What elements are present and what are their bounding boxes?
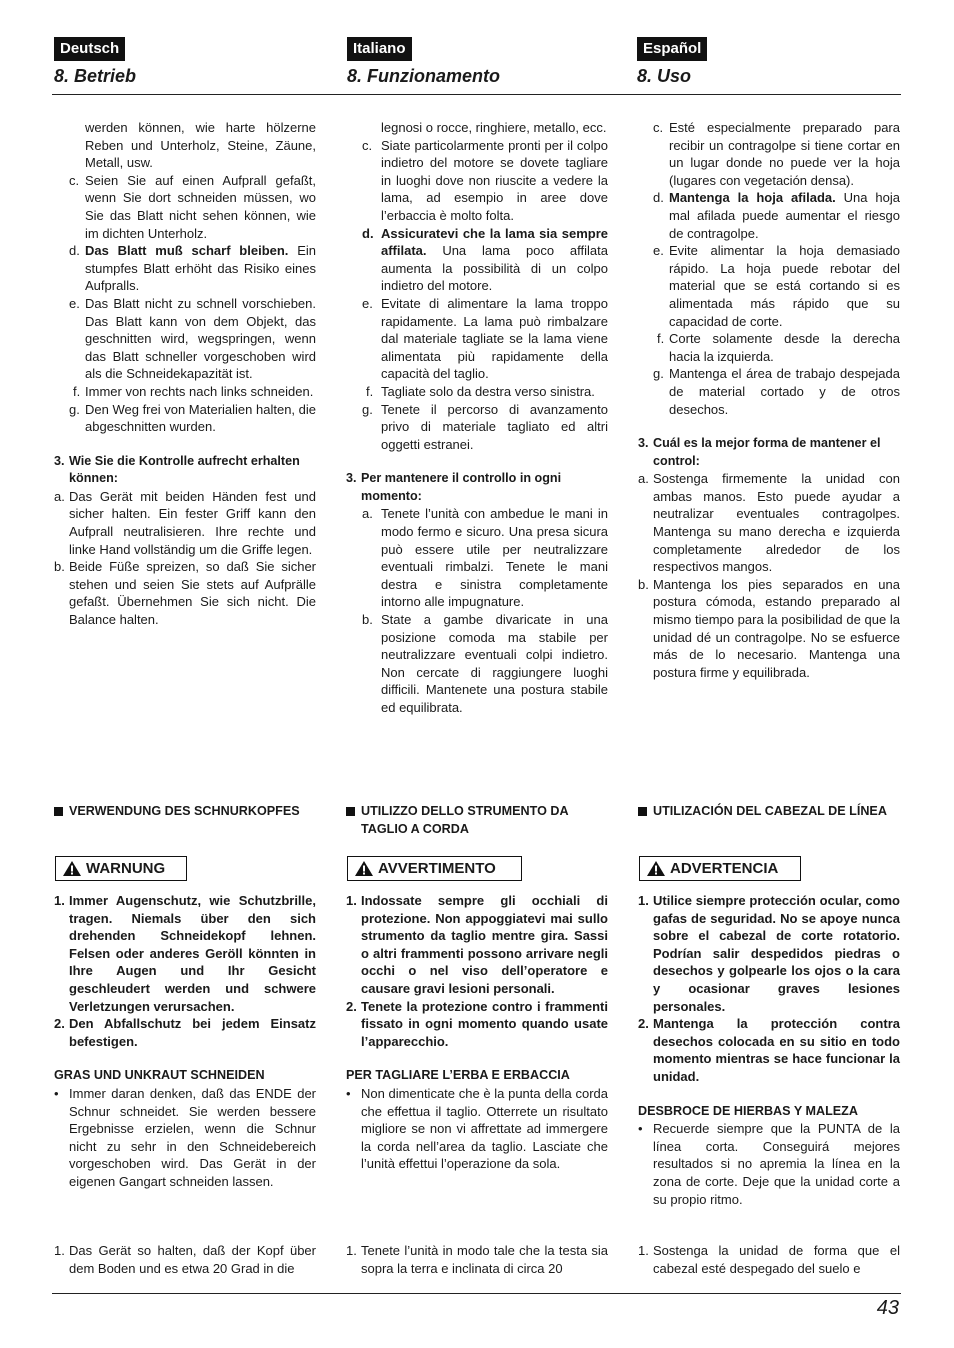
list-item: e. Evitate di alimentare la lama troppo rapidamente. La lama può rimbalzare dal materiale tagliate se la lama viene alimentata più rapidamente della capacità del taglio. xyxy=(362,295,608,382)
paragraph: legnosi o rocce, ringhiere, metallo, ecc. xyxy=(381,120,607,135)
column-de-bottom xyxy=(54,892,316,1191)
subheading: 3. Wie Sie die Kontrolle aufrecht erhalten können: xyxy=(54,453,300,486)
warning-triangle-icon xyxy=(646,860,666,877)
section-title-es: 8. Uso xyxy=(637,66,692,86)
warning-item: 2. Tenete la protezione contro i frammenti fissato in ogni momento quando usate l’apparecchio. xyxy=(346,998,608,1049)
square-bullet-icon xyxy=(346,807,355,816)
warning-box-it xyxy=(347,856,522,881)
column-es-top xyxy=(638,119,900,681)
bullet-item: • Immer daran denken, daß das ENDE der Schnur schneidet. Sie werden bessere Ergebnisse erzielen, wenn die Schnur nicht zu sehr in den Schneidebereich vorgeschoben wird. Das Gerät in der eigenen Gangart schneiden lassen. xyxy=(54,1085,316,1189)
list-item: b. Mantenga los pies separados en una postura cómoda, estando preparado al mismo tiempo para la posibilidad de que la unidad dé un contragolpe. No se esfuerce más de lo necesario. Mantenga una postura firme y equilibrada. xyxy=(638,576,900,680)
list-item: f. Corte solamente desde la derecha hacia la izquierda. xyxy=(657,331,900,364)
header-it xyxy=(347,37,609,87)
warning-triangle-icon xyxy=(354,860,374,877)
usage-heading-it: UTILIZZO DELLO STRUMENTO DA TAGLIO A CORDA xyxy=(346,803,608,838)
subheading: 3. Per mantenere il controllo in ogni momento: xyxy=(346,471,562,503)
list-item: g. Tenete il percorso di avanzamento privo di materiale tagliato ed altri oggetti estranei. xyxy=(362,401,608,452)
list-item: 1. Sostenga la unidad de forma que el cabezal esté despegado del suelo e xyxy=(638,1243,900,1276)
column-es-footer xyxy=(638,1242,900,1277)
warning-triangle-icon xyxy=(62,860,82,877)
column-de-footer xyxy=(54,1242,316,1277)
bullet-item: • Non dimenticate che è la punta della corda che effettua il taglio. Otterrete un risultato migliore se non vi affrettate ad immergere la corda nell’area da taglio. Lasciate che l’unità effettui l’operazione da sola. xyxy=(346,1085,608,1172)
column-it-bottom xyxy=(346,892,608,1173)
subheading: PER TAGLIARE L’ERBA E ERBACCIA xyxy=(346,1068,570,1083)
section-title-de: 8. Betrieb xyxy=(54,66,137,86)
subheading: GRAS UND UNKRAUT SCHNEIDEN xyxy=(54,1068,265,1083)
footer-rule xyxy=(52,1293,901,1294)
list-item: g. Mantenga el área de trabajo despejada de material cortado y de otros desechos. xyxy=(653,366,900,417)
header-es xyxy=(637,37,899,87)
warning-item: 1. Immer Augenschutz, wie Schutzbrille, tragen. Niemals über den sich drehenden Schneidekopf lehnen. Felsen oder anderes Geröll könnten in Ihre Augen und Ihr Gesicht geschleudert werden und schwere Verletzungen verursachen. xyxy=(54,893,316,1014)
warning-item: 1. Utilice siempre protección ocular, como gafas de seguridad. No se apoye nunca sobre el cabezal de corte rotatorio. Podrían salir despedidos piedras o desechos y golpearle los ojos o la cara y ocasionar graves lesiones personales. xyxy=(638,893,900,1014)
square-bullet-icon xyxy=(54,807,63,816)
page-number: 43 xyxy=(876,1297,899,1319)
list-item: a. Sostenga firmemente la unidad con ambas manos. Esto puede ayudar a neutralizar eventuales contragolpes. Mantenga su mano derecha e izquierda completamente alrededor de los respectivos mangos. xyxy=(638,471,900,575)
list-item: d. Das Blatt muß scharf bleiben. Ein stumpfes Blatt erhöht das Risiko eines Aufpralls. xyxy=(69,243,317,294)
list-item: b. State a gambe divaricate in una posizione comoda ma stabile per neutralizzare eventuali colpi indietro. Non cercate di raggiungere luoghi difficili. Mantenete una postura stabile ed equilibrata. xyxy=(362,612,608,715)
subheading: 3. Cuál es la mejor forma de mantener el control: xyxy=(638,436,881,468)
column-it-footer xyxy=(346,1242,608,1277)
language-tab-it: Italiano xyxy=(347,37,412,61)
list-item: e. Das Blatt nicht zu schnell vorschieben. Das Blatt kann von dem Objekt, das geschnitten wird, wegspringen, wenn das Blatt schneller vorgeschoben wird als die Schneidekapazität ist. xyxy=(69,295,316,382)
list-item: a. Tenete l’unità con ambedue le mani in modo fermo e sicuro. Una presa sicura può essere utile per neutralizzare eventuali rimbalzi. Tenete le mani destra e sinistra completamente intorno alle impugnature. xyxy=(362,506,608,610)
list-item: b. Beide Füße spreizen, so daß Sie sicher stehen und seien Sie stets auf Aufprälle gefaßt. Übernehmen Sie sich nicht. Die Balance halten. xyxy=(54,559,316,628)
list-item: c. Esté especialmente preparado para recibir un contragolpe si tiene cortar en un lugar donde no puede ver la hoja (lugares con vegetación densa). xyxy=(653,120,900,188)
warning-label: WARNUNG xyxy=(86,860,166,877)
paragraph: werden können, wie harte hölzerne Reben und Unterholz, Steine, Zäune, Metall, usw. xyxy=(85,120,316,171)
list-item: a. Das Gerät mit beiden Händen fest und sicher halten. Ein fester Griff kann den Aufprall neutralisieren. Ihre rechte und linke Hand vollständig um die Griffe legen. xyxy=(54,488,316,557)
section-title-it: 8. Funzionamento xyxy=(347,66,500,86)
warning-label: AVVERTIMENTO xyxy=(378,860,496,877)
subheading: DESBROCE DE HIERBAS Y MALEZA xyxy=(638,1103,858,1118)
column-it-top xyxy=(346,119,608,717)
header-de xyxy=(54,37,316,87)
column-de-top xyxy=(54,119,316,629)
list-item: f. Immer von rechts nach links schneiden. xyxy=(73,383,314,399)
list-item: d. Assicuratevi che la lama sia sempre affilata. Una lama poco affilata aumenta la possibilità di un colpo indietro del motore. xyxy=(362,225,608,294)
list-item: c. Seien Sie auf einen Aufprall gefaßt, wenn Sie dort schneiden müssen, wo Sie das Blatt nicht sehen können, wie im dichten Unterholz. xyxy=(69,172,316,241)
list-item: e. Evite alimentar la hoja demasiado rápido. La hoja puede rebotar del material que se está cortando si es alimentada más rápido que su capacidad de corte. xyxy=(653,243,900,329)
list-item: 1. Das Gerät so halten, daß der Kopf über dem Boden und es etwa 20 Grad in die xyxy=(54,1243,316,1276)
list-item: g. Den Weg frei von Materialien halten, die abgeschnitten wurden. xyxy=(69,401,316,435)
warning-item: 1. Indossate sempre gli occhiali di protezione. Non appoggiatevi mai sullo strumento da taglio mentre gira. Sassi o altri frammenti possono arrivare negli occhi o nel viso dell’operatore e causare gravi lesioni personali. xyxy=(346,893,608,996)
list-item: 1. Tenete l’unità in modo tale che la testa sia sopra la terra e inclinata di circa 20 xyxy=(346,1243,608,1276)
language-tab-de: Deutsch xyxy=(54,37,125,61)
usage-heading-es: UTILIZACIÓN DEL CABEZAL DE LÍNEA xyxy=(638,803,900,821)
list-item: d. Mantenga la hoja afilada. Una hoja mal afilada puede aumentar el riesgo de contragolpe. xyxy=(653,190,900,241)
warning-box-de xyxy=(55,856,187,881)
usage-heading-de: VERWENDUNG DES SCHNURKOPFES xyxy=(54,803,316,821)
list-item: f. Tagliate solo da destra verso sinistra. xyxy=(366,383,595,399)
square-bullet-icon xyxy=(638,807,647,816)
header-rule xyxy=(52,94,901,95)
bullet-item: • Recuerde siempre que la PUNTA de la línea corta. Conseguirá mejores resultados si no apremia la línea en la zona de corte. Deje que la unidad corte a su propio ritmo. xyxy=(638,1121,900,1207)
list-item: c. Siate particolarmente pronti per il colpo indietro del motore se dovete tagliare in luoghi dove non riuscite a vedere la lama, ad esempio in aree dove l’erbaccia è molto folta. xyxy=(362,137,608,223)
language-tab-es: Español xyxy=(637,37,707,61)
column-es-bottom xyxy=(638,892,900,1208)
warning-box-es xyxy=(639,856,801,881)
warning-item: 2. Mantenga la protección contra desechos colocada en su sitio en todo momento mientras se hace funcionar la unidad. xyxy=(638,1016,900,1084)
warning-item: 2. Den Abfallschutz bei jedem Einsatz befestigen. xyxy=(54,1016,316,1049)
warning-label: ADVERTENCIA xyxy=(670,860,779,877)
